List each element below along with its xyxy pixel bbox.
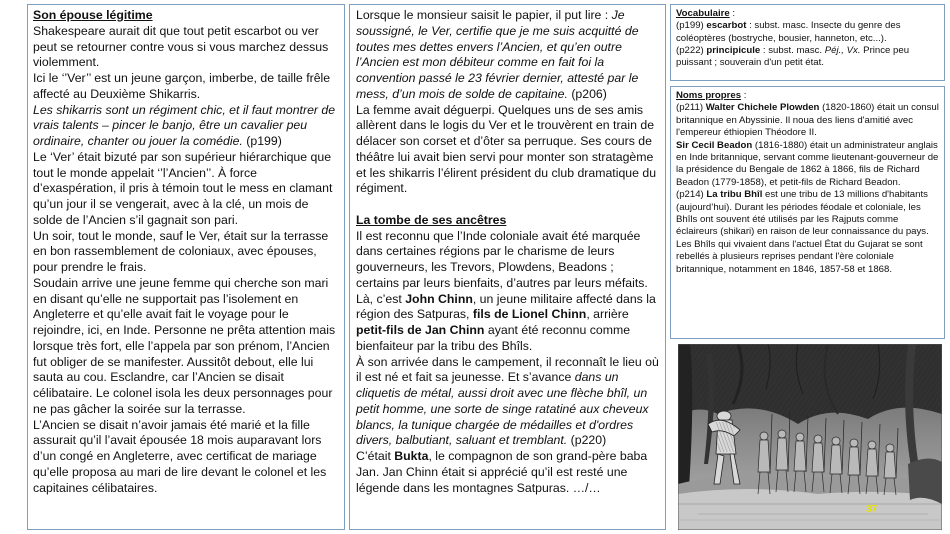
vocab-definition: Prince peu puissant ; souverain d'un petit état. <box>676 44 910 69</box>
proper-name: Walter Chichele Plowden <box>705 102 820 114</box>
vocab-definition: : subst. masc. <box>760 44 825 56</box>
paragraph <box>356 355 660 450</box>
paragraph <box>33 103 339 150</box>
name-bold: petit-fils de Jan Chinn <box>356 323 485 337</box>
vocab-word: principicule <box>706 44 761 56</box>
text: : <box>729 8 736 19</box>
proper-name: La tribu Bhîl <box>706 189 763 201</box>
page-ref: (p211) <box>676 102 706 114</box>
text-italic: dans un cliquetis de métal, aussi droit avec une flèche bhîl, un petit homme, une sorte de singe ratatiné aux cheveux blancs, la tunique chargée de médailles et d'ordres divers, balbutiant, saluant et tremblant. <box>356 370 649 448</box>
illustration-engraving <box>678 344 942 530</box>
text: , arrière <box>586 307 629 322</box>
paragraph: L’Ancien se disait n’avoir jamais été marié et la fille assurait qu’il l’avait épousée 18 mois auparavant lors d’un congé en Angleterre, avec certificat de mariage qu’elle proposa au mari de lire devant le colonel et les capitaines célibataires. <box>33 417 327 495</box>
page-ref: (p222) <box>676 44 707 56</box>
page-ref: (p199) <box>676 20 707 32</box>
vocab-definition-italic: Péj., Vx. <box>824 44 861 56</box>
vocab-definition: : subst. masc. Insecte du genre des coléoptères (bostryche, bousier, hanneton, etc...). <box>676 20 901 44</box>
paragraph: Le ‘Ver’ était bizuté par son supérieur hiérarchique que tout le monde appelait ‘’l’Ancien’’. À force d’exaspération, il pris à témoin tout le mess en clamant qu’un jour il se vengerait, avec à la clé, un mois de solde de l’Ancien s’il gagnait son pari. <box>33 149 333 227</box>
vocab-entry <box>676 20 939 45</box>
proper-names-box <box>670 86 945 339</box>
paragraph: Ici le ‘’Ver’’ est un jeune garçon, imberbe, de taille frêle affecté au Deuxième Shikarris. <box>33 71 331 101</box>
name-description: (1816-1880) était un administrateur anglais en Inde britannique, servant comme lieutenant-gouverneur de la présidence du Bengale de 1862 à 1866, fils de Richard Beadon (1779-1858), et petit-fils de Richard Beadon. <box>676 139 939 188</box>
text: , le compagnon de son grand-père baba Jan. Jan Chinn était si apprécié qu’il est resté une légende dans les montagnes Satpuras. …/… <box>356 449 648 495</box>
paragraph: Soudain arrive une jeune femme qui cherche son mari en disant qu’elle ne supportait pas l’isolement en Angleterre et qu’elle avait fait le voyage pour le rejoindre, ici, en Inde. Personne ne prêta attention mais lorsque très fort, elle l’appela par son prénom, l’Ancien fut obliger de se manifester. Aussitôt debout, elle lui sauta au cou. Esclandre, car l’Ancien se disait célibataire. Le colonel isola les deux personnages pour ne pas gâcher la soirée sur la terrasse. <box>33 275 336 416</box>
name-bold: John Chinn <box>405 291 473 306</box>
page-ref: (p206) <box>567 86 607 101</box>
paragraph: Un soir, tout le monde, sauf le Ver, était sur la terrasse en bon rassemblement de coloniaux, avec épouses, pour prendre le frais. <box>33 228 329 274</box>
section-heading-tombe: La tombe de ses ancêtres <box>356 212 507 227</box>
vocabulary-box <box>670 4 945 81</box>
proper-name: Sir Cecil Beadon <box>676 139 753 151</box>
text-column-left <box>27 4 345 530</box>
vocab-entry <box>676 45 939 70</box>
paragraph: Il est reconnu que l’Inde coloniale avait été marquée dans certaines régions par le charisme de leurs gouverneurs, les Trevors, Plowdens, Beadons ; certains par leurs bienfaits, d’autres par leurs méfaits. <box>356 228 648 290</box>
text: , un jeune militaire affecté dans la région des Satpuras, <box>356 291 656 322</box>
proper-names-title: Noms propres <box>676 90 742 101</box>
text: C’était <box>356 449 395 463</box>
text-italic: sont un régiment chic, et il faut montrer de vrais talents – pincer le banjo, être un cavalier peu ordinaire, chanter ou jouer la comédie. <box>33 102 336 148</box>
paragraph: Shakespeare aurait dit que tout petit escarbot ou ver peut se retourner contre vous si vous marchez dessus violemment. <box>33 23 329 70</box>
name-bold: fils de Lionel Chinn <box>472 307 587 322</box>
text: Lorsque le monsieur saisit le papier, il put lire : <box>356 8 612 22</box>
paragraph <box>356 292 660 355</box>
text: ayant été reconnu comme bienfaiteur par la tribu des Bhîls. <box>356 323 631 353</box>
page-ref: (p220) <box>567 433 607 448</box>
name-bold: Bukta <box>394 449 429 463</box>
text-column-middle <box>349 4 666 530</box>
name-entry <box>676 189 939 276</box>
section-heading-son-epouse: Son épouse légitime <box>33 8 153 22</box>
text-italic: Je soussigné, le Ver, certifie que je me suis acquitté de toutes mes dettes envers l’Ancien, et qu’en outre l’Ancien est mon débiteur comme en fait foi la convention passé le 23 février dernier, attesté par le mess, d’un mois de solde de capitaine. <box>356 8 639 101</box>
paragraph <box>356 449 660 496</box>
paragraph: La femme avait déguerpi. Quelques uns de ses amis allèrent dans le logis du Ver et le trouvèrent en train de délacer son corset et d’ôter sa perruque. Ses cours de théâtre lui avait bien servi pour monter son stratagème et les shikarris l’élirent président du club dramatique du régiment. <box>356 102 657 196</box>
page-number: 37 <box>866 504 878 515</box>
text: : <box>741 90 747 101</box>
page-ref: (p214) <box>676 189 707 201</box>
paragraph <box>356 8 660 103</box>
name-entry <box>676 140 939 190</box>
name-description: est une tribu de 13 millions d'habitants (aujourd’hui). Durant les périodes féodale et coloniale, les Bhîls ont souvent été utilisés par les Rajputs comme éclaireurs (shikari) en raison de leur connaissance du pays. Les Bhîls qui vivaient dans l'actuel État du Gujarat se sont rebellés à plusieurs reprises pendant l'ère coloniale britannique, notamment en 1846, 1857-58 et 1868. <box>676 189 929 275</box>
vocabulary-title: Vocabulaire <box>676 8 730 19</box>
text-italic: Les shikarris <box>33 102 106 117</box>
name-entry <box>676 102 939 139</box>
vocab-word: escarbot <box>706 20 747 32</box>
text: Là, c’est <box>356 291 406 306</box>
name-description: (1820-1860) était un consul britannique en Abyssinie. Il noua des liens d'amitié avec l'empereur éthiopien Théodore II. <box>676 102 939 139</box>
page-ref: (p199) <box>242 134 282 148</box>
text: À son arrivée dans le campement, il reconnaît le lieu où il est né et fait sa jeunesse. Et s’avance <box>356 354 659 385</box>
